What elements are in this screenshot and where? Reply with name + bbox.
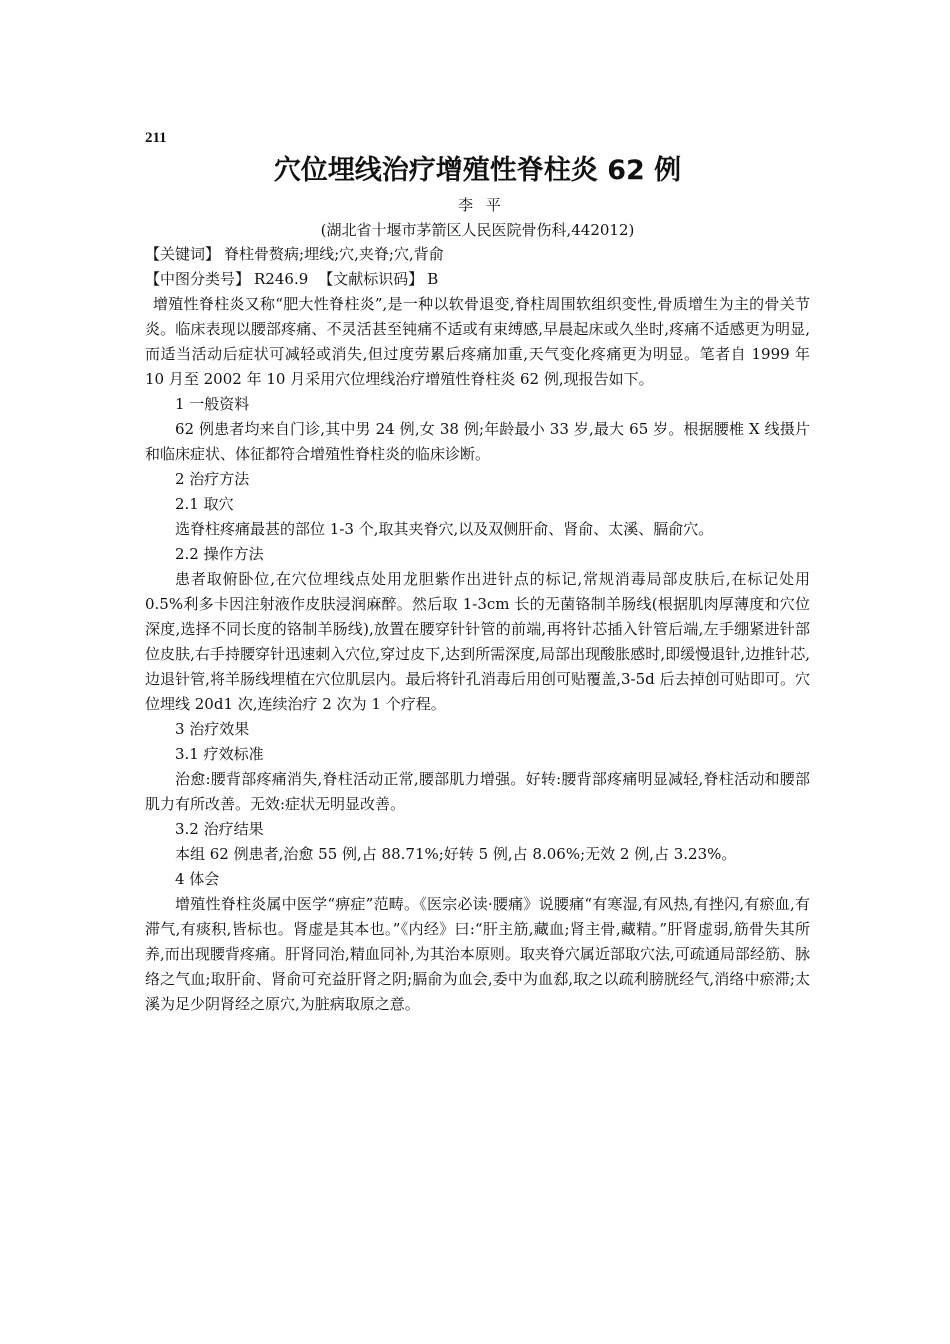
section-heading-results: 3 治疗效果 [175,720,250,738]
article-title: 穴位埋线治疗增殖性脊柱炎 62 例 [273,155,682,186]
author-affiliation: (湖北省十堰市茅箭区人民医院骨伤科,442012) [320,221,635,239]
subsection-heading-procedure: 2.2 操作方法 [175,545,264,563]
section-heading-discussion: 4 体会 [175,870,220,888]
keywords-label: 【关键词】 [145,245,221,263]
subsection-heading-outcome: 3.2 治疗结果 [175,820,264,838]
subsection-heading-acupoints: 2.1 取穴 [175,495,234,513]
section-text-discussion: 增殖性脊柱炎属中医学“痹症”范畴。《医宗必读·腰痛》说腰痛“有寒湿,有风热,有挫闪,有瘀血,有滞气,有痰积,皆标也。肾虚是其本也。”《内经》曰:“肝主筋,藏血;肾主骨,藏精。”肝肾虚弱,筋骨失其所养,而出现腰背疼痛。肝肾同治,精血同补,为其治本原则。取夹脊穴属近部取穴法,可疏通局部经筋、脉络之气血;取肝俞、肾俞可充益肝肾之阴;膈俞为血会,委中为血郄,取之以疏利膀胱经气,消络中瘀滞;太溪为足少阴肾经之原穴,为脏病取原之意。 [145,895,810,1013]
section-heading-general: 1 一般资料 [175,395,250,413]
article-page [145,120,810,1017]
page-number: 211 [145,130,167,146]
classification-label: 【中图分类号】 [145,270,251,288]
subsection-text-acupoints: 选脊柱疼痛最甚的部位 1-3 个,取其夹脊穴,以及双侧肝俞、肾俞、太溪、膈俞穴。 [175,520,714,538]
subsection-heading-criteria: 3.1 疗效标准 [175,745,264,763]
section-text-general: 62 例患者均来自门诊,其中男 24 例,女 38 例;年龄最小 33 岁,最大 65 岁。根据腰椎 X 线摄片和临床症状、体征都符合增殖性脊柱炎的临床诊断。 [145,420,810,463]
classification-value: R246.9 [254,270,309,288]
document-code-label: 【文献标识码】 [318,270,424,288]
author-name: 李 平 [458,196,505,214]
document-code-value: B [427,270,439,288]
classification-line [145,267,810,292]
subsection-text-procedure: 患者取俯卧位,在穴位埋线点处用龙胆紫作出进针点的标记,常规消毒局部皮肤后,在标记处用 0.5%利多卡因注射液作皮肤浸润麻醉。然后取 1-3cm 长的无菌铬制羊肠线(根据肌肉厚薄度和穴位深度,选择不同长度的铬制羊肠线),放置在腰穿针针管的前端,再将针芯插入针管后端,左手绷紧进针部位皮肤,右手持腰穿针迅速刺入穴位,穿过皮下,达到所需深度,局部出现酸胀感时,即缓慢退针,边推针芯,边退针管,将羊肠线埋植在穴位肌层内。最后将针孔消毒后用创可贴覆盖,3-5d 后去掉创可贴即可。穴位埋线 20d1 次,连续治疗 2 次为 1 个疗程。 [145,570,810,713]
subsection-text-criteria: 治愈:腰背部疼痛消失,脊柱活动正常,腰部肌力增强。好转:腰背部疼痛明显减轻,脊柱活动和腰部肌力有所改善。无效:症状无明显改善。 [145,770,810,813]
intro-paragraph: 增殖性脊柱炎又称“肥大性脊柱炎”,是一种以软骨退变,脊柱周围软组织变性,骨质增生为主的骨关节炎。临床表现以腰部疼痛、不灵活甚至钝痛不适或有束缚感,早晨起床或久坐时,疼痛不适感更为明显,而适当活动后症状可减轻或消失,但过度劳累后疼痛加重,天气变化疼痛更为明显。笔者自 1999 年 10 月至 2002 年 10 月采用穴位埋线治疗增殖性脊柱炎 62 例,现报告如下。 [145,295,810,388]
keywords-value: 脊柱骨赘病;埋线;穴,夹脊;穴,背俞 [224,245,444,263]
subsection-text-outcome: 本组 62 例患者,治愈 55 例,占 88.71%;好转 5 例,占 8.06%;无效 2 例,占 3.23%。 [175,845,737,863]
keywords-line [145,242,810,267]
section-heading-method: 2 治疗方法 [175,470,250,488]
